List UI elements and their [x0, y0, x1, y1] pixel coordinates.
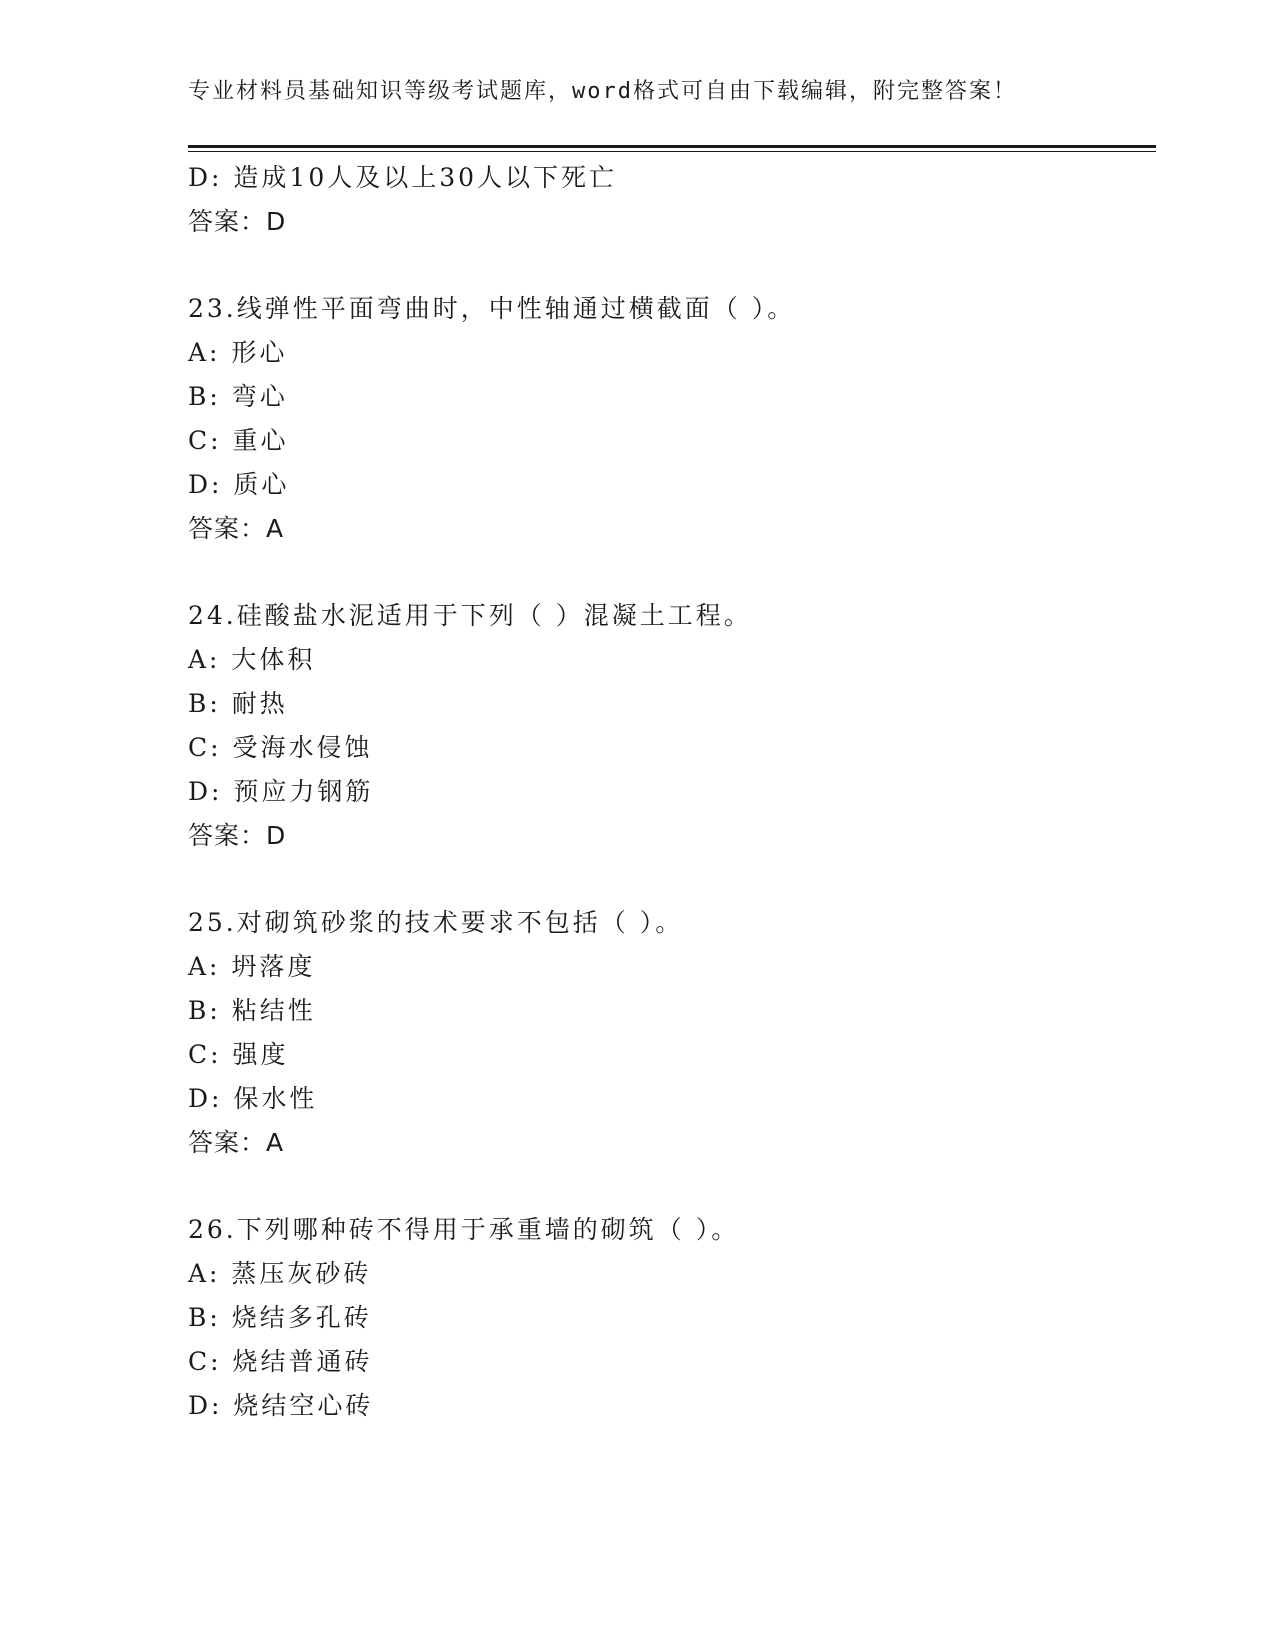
q24-option-a: A: 大体积 [188, 645, 316, 674]
q22-answer: 答案：D [188, 207, 287, 236]
q24-answer: 答案：D [188, 821, 287, 850]
q23-option-a: A: 形心 [188, 338, 288, 367]
q25-option-b: B: 粘结性 [188, 996, 316, 1025]
q23-stem: 23.线弹性平面弯曲时，中性轴通过横截面（ ）。 [188, 294, 796, 323]
q26-option-b: B: 烧结多孔砖 [188, 1303, 372, 1332]
q25-option-c: C: 强度 [188, 1040, 289, 1069]
q24-option-d: D: 预应力钢筋 [188, 777, 374, 806]
q26-option-d: D: 烧结空心砖 [188, 1391, 374, 1420]
q25-stem: 25.对砌筑砂浆的技术要求不包括（ ）。 [188, 908, 684, 937]
q25-option-a: A: 坍落度 [188, 952, 316, 981]
q24-option-b: B: 耐热 [188, 689, 288, 718]
q25-option-d: D: 保水性 [188, 1084, 318, 1113]
header-divider-thick [188, 145, 1156, 148]
q24-option-c: C: 受海水侵蚀 [188, 733, 373, 762]
q23-option-c: C: 重心 [188, 426, 289, 455]
q23-option-b: B: 弯心 [188, 382, 288, 411]
q26-option-a: A: 蒸压灰砂砖 [188, 1259, 372, 1288]
q24-stem: 24.硅酸盐水泥适用于下列（ ）混凝土工程。 [188, 601, 752, 630]
q26-stem: 26.下列哪种砖不得用于承重墙的砌筑（ ）。 [188, 1215, 740, 1244]
header-divider-thin [188, 151, 1156, 152]
q22-option-d: D: 造成10人及以上30人以下死亡 [188, 163, 618, 192]
q23-answer: 答案：A [188, 514, 285, 543]
q26-option-c: C: 烧结普通砖 [188, 1347, 373, 1376]
page-header: 专业材料员基础知识等级考试题库，word格式可自由下载编辑，附完整答案！ [188, 79, 1017, 104]
q23-option-d: D: 质心 [188, 470, 290, 499]
q25-answer: 答案：A [188, 1128, 285, 1157]
